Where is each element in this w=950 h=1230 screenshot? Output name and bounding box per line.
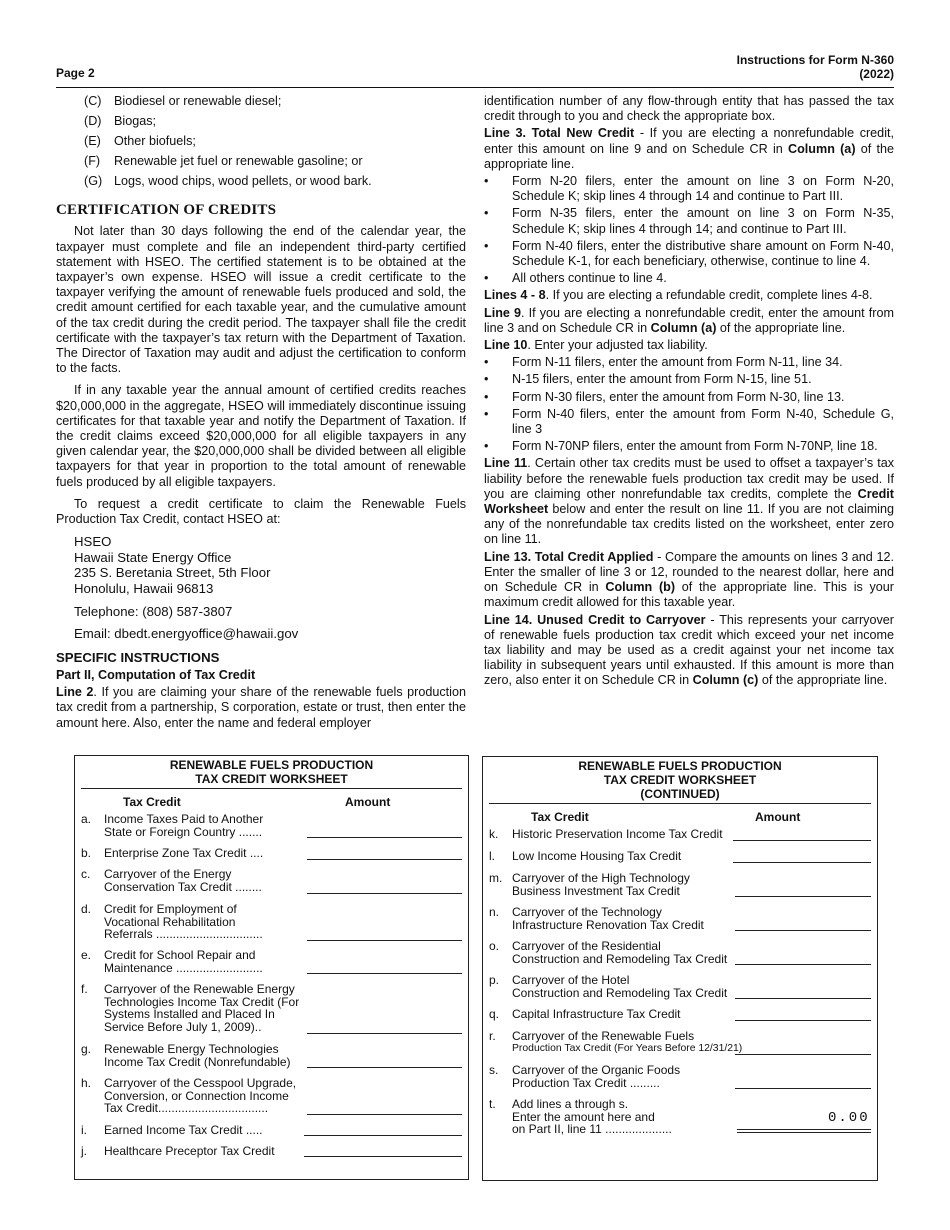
- amount-line-c[interactable]: [307, 893, 462, 894]
- telephone: Telephone: (808) 587-3807: [74, 603, 233, 619]
- worksheet-row: m. Carryover of the High Technology Business Investment Tax Credit: [483, 872, 877, 906]
- worksheet-row: r. Carryover of the Renewable Fuels Production Tax Credit (For Years Before 12/31/21): [483, 1030, 877, 1064]
- total-amount-value[interactable]: 0.00: [828, 1110, 870, 1126]
- list-item: • Form N-11 filers, enter the amount from Form N-11, line 34.: [484, 355, 843, 370]
- amount-line-g[interactable]: [307, 1067, 462, 1068]
- specific-instructions-heading: SPECIFIC INSTRUCTIONS: [56, 649, 220, 665]
- list-item: (D) Biogas;: [84, 114, 157, 128]
- list-item: (C) Biodiesel or renewable diesel;: [84, 94, 282, 108]
- line9-instruction: Line 9. If you are electing a nonrefundable credit, enter the amount from line 3 and on Schedule CR in Column (a) of the appropriate line.: [484, 305, 894, 335]
- amount-line-s[interactable]: [735, 1088, 871, 1089]
- amount-line-h[interactable]: [307, 1114, 462, 1115]
- certification-heading: CERTIFICATION OF CREDITS: [56, 202, 277, 219]
- list-item: • Form N-30 filers, enter the amount from Form N-30, line 13.: [484, 389, 845, 404]
- part-heading: Part II, Computation of Tax Credit: [56, 668, 256, 683]
- amount-line-l[interactable]: [733, 862, 871, 863]
- list-item: (G) Logs, wood chips, wood pellets, or wood bark.: [84, 174, 372, 188]
- lines4-8-instruction: Lines 4 - 8. If you are electing a refundable credit, complete lines 4-8.: [484, 288, 873, 303]
- credit-worksheet: [74, 755, 469, 1180]
- total-underline-2: [737, 1132, 871, 1133]
- worksheet-column-header: [75, 789, 468, 813]
- fuel-list: [56, 94, 466, 189]
- line2-instruction: Line 2. If you are claiming your share of the renewable fuels production tax credit from a partnership, S corporation, estate or trust, then enter the amount here. Also, enter the name and federal employer: [56, 685, 466, 730]
- amount-line-m[interactable]: [735, 896, 871, 897]
- amount-line-a[interactable]: [307, 837, 462, 838]
- form-title: Instructions for Form N-360: [736, 53, 894, 67]
- worksheet-column-header: [483, 804, 877, 828]
- worksheet-title: RENEWABLE FUELS PRODUCTION TAX CREDIT WORKSHEET: [169, 758, 374, 786]
- worksheet-row: s. Carryover of the Organic Foods Production Tax Credit .........: [483, 1064, 877, 1098]
- line3-instruction: Line 3. Total New Credit - If you are electing a nonrefundable credit, enter this amount on line 9 and on Schedule CR in Column (a) of the appropriate line.: [484, 126, 894, 171]
- left-column: [56, 94, 466, 733]
- line2-continued: identification number of any flow-through entity that has passed the tax credit through to you and check the appropriate box.: [484, 94, 894, 124]
- hseo-address: HSEO Hawaii State Energy Office 235 S. Beretania Street, 5th Floor Honolulu, Hawaii 96813 Telephone: (808) 587-3807 Email: dbedt.energyoffice@hawaii.gov: [56, 534, 466, 642]
- worksheet-row: o. Carryover of the Residential Construction and Remodeling Tax Credit: [483, 940, 877, 974]
- form-title-block: [737, 53, 894, 81]
- line10-instruction: Line 10. Enter your adjusted tax liability.: [484, 338, 708, 353]
- worksheet-row: q. Capital Infrastructure Tax Credit: [483, 1008, 877, 1030]
- line14-instruction: Line 14. Unused Credit to Carryover - This represents your carryover of renewable fuels production tax credit which exceed your net income tax liability and may be used as a credit against your net income tax liability in subsequent years until exhausted. If this amount is more than zero, also enter it on Schedule CR in Column (c) of the appropriate line.: [484, 612, 894, 688]
- list-item: • All others continue to line 4.: [484, 271, 667, 286]
- amount-line-k[interactable]: [733, 840, 871, 841]
- worksheet-row: e. Credit for School Repair and Maintenance ..........................: [75, 949, 468, 983]
- worksheet-row: d. Credit for Employment of Vocational Rehabilitation Referrals ................................: [75, 903, 468, 949]
- certification-paragraph-1: Not later than 30 days following the end of the calendar year, the taxpayer must complete and file an independent third-party certified statement with HSEO. The certified statement is to be obtained at the taxpayer’s own expense. HSEO will issue a credit certificate to the taxpayer verifying the amount of renewable fuels produced and sold, the credit amount certified for each taxable year, and the cumulative amount of the tax credit during the credit period. The taxpayer shall file the credit certificate with the taxpayer’s tax return with the Department of Taxation. The Director of Taxation may audit and adjust the certification to conform to the facts.: [56, 224, 466, 376]
- worksheet-row: n. Carryover of the Technology Infrastructure Renovation Tax Credit: [483, 906, 877, 940]
- worksheet-row: l. Low Income Housing Tax Credit: [483, 850, 877, 872]
- amount-line-e[interactable]: [307, 973, 462, 974]
- form-year: (2022): [859, 67, 894, 81]
- list-item: • N-15 filers, enter the amount from Form N-15, line 51.: [484, 372, 812, 387]
- amount-line-d[interactable]: [307, 940, 462, 941]
- amount-line-r[interactable]: [735, 1054, 871, 1055]
- certification-paragraph-2: If in any taxable year the annual amount of certified credits reaches $20,000,000 in the aggregate, HSEO will immediately discontinue issuing certificates for that taxable year and notify the Department of Taxation. If the credit claims exceed $20,000,000 for all eligible taxpayers in any given calendar year, the $20,000,000 shall be divided between all eligible taxpayers for that year in proportion to the total amount of renewable fuels produced by all eligible taxpayers.: [56, 383, 466, 489]
- header-rule: [56, 87, 894, 88]
- tax-credit-column-label: Tax Credit: [123, 795, 181, 809]
- amount-line-o[interactable]: [735, 964, 871, 965]
- amount-line-i[interactable]: [304, 1135, 462, 1136]
- worksheet-row: h. Carryover of the Cesspool Upgrade, Conversion, or Connection Income Tax Credit.................................: [75, 1077, 468, 1124]
- line11-instruction: Line 11. Certain other tax credits must be used to offset a taxpayer’s tax liability before the renewable fuels production tax credit may be used. If you are claiming other nonrefundable tax credits, complete the Credit Worksheet below and enter the result on line 11. If you are not claiming any of the nonrefundable tax credits listed on the worksheet, enter zero on line 11.: [484, 456, 894, 547]
- amount-line-b[interactable]: [307, 859, 462, 860]
- list-item: (F) Renewable jet fuel or renewable gasoline; or: [84, 154, 363, 168]
- list-item: • Form N-40 filers, enter the amount from Form N-40, Schedule G, line 3: [484, 406, 894, 437]
- worksheet-title: RENEWABLE FUELS PRODUCTION TAX CREDIT WORKSHEET (CONTINUED): [578, 759, 782, 801]
- list-item: • Form N-35 filers, enter the amount on line 3 on Form N-35, Schedule K; skip lines 4 through 14; and continue to Part III.: [484, 206, 894, 236]
- worksheet-row: b. Enterprise Zone Tax Credit ....: [75, 847, 468, 868]
- page-number: Page 2: [56, 66, 95, 80]
- email: Email: dbedt.energyoffice@hawaii.gov: [74, 626, 299, 642]
- amount-column-label: Amount: [345, 795, 391, 809]
- worksheet-row: j. Healthcare Preceptor Tax Credit: [75, 1145, 468, 1166]
- amount-line-f[interactable]: [307, 1033, 462, 1034]
- list-item: • Form N-20 filers, enter the amount on line 3 on Form N-20, Schedule K; skip lines 4 through 14 and continue to Part III.: [484, 174, 894, 204]
- credit-worksheet-continued: [482, 756, 878, 1181]
- amount-line-j[interactable]: [304, 1156, 462, 1157]
- worksheet-row: i. Earned Income Tax Credit .....: [75, 1124, 468, 1145]
- amount-line-p[interactable]: [735, 998, 871, 999]
- list-item: • Form N-70NP filers, enter the amount from Form N-70NP, line 18.: [484, 439, 878, 454]
- worksheet-row: c. Carryover of the Energy Conservation Tax Credit ........: [75, 868, 468, 903]
- list-item: • Form N-40 filers, enter the distributive share amount on Form N-40, Schedule K-1, for each beneficiary, otherwise, continue to line 4.: [484, 238, 894, 269]
- worksheet-row: g. Renewable Energy Technologies Income Tax Credit (Nonrefundable): [75, 1043, 468, 1077]
- worksheet-row: a. Income Taxes Paid to Another State or Foreign Country .......: [75, 813, 468, 847]
- line13-instruction: Line 13. Total Credit Applied - Compare the amounts on lines 3 and 12. Enter the smaller of line 3 or 12, rounded to the nearest dollar, here and on Schedule CR in Column (b) of the appropriate line. This is your maximum credit allowed for this taxable year.: [484, 549, 894, 610]
- list-item: (E) Other biofuels;: [84, 134, 196, 148]
- total-underline-1: [737, 1129, 871, 1130]
- worksheet-row: p. Carryover of the Hotel Construction and Remodeling Tax Credit: [483, 974, 877, 1008]
- worksheet-row: t. Add lines a through s. Enter the amount here and on Part II, line 11 .................... 0.00: [489, 1097, 870, 1137]
- amount-column-label: Amount: [755, 810, 801, 824]
- worksheet-row: f. Carryover of the Renewable Energy Technologies Income Tax Credit (For Systems Installed and Placed In Service Before July 1, 2009)..: [75, 983, 468, 1043]
- tax-credit-column-label: Tax Credit: [531, 810, 589, 824]
- amount-line-q[interactable]: [735, 1020, 871, 1021]
- certification-paragraph-3: To request a credit certificate to claim the Renewable Fuels Production Tax Credit, contact HSEO at:: [56, 496, 466, 527]
- worksheet-row: k. Historic Preservation Income Tax Credit: [483, 828, 877, 850]
- right-column: [484, 94, 894, 691]
- amount-line-n[interactable]: [735, 930, 871, 931]
